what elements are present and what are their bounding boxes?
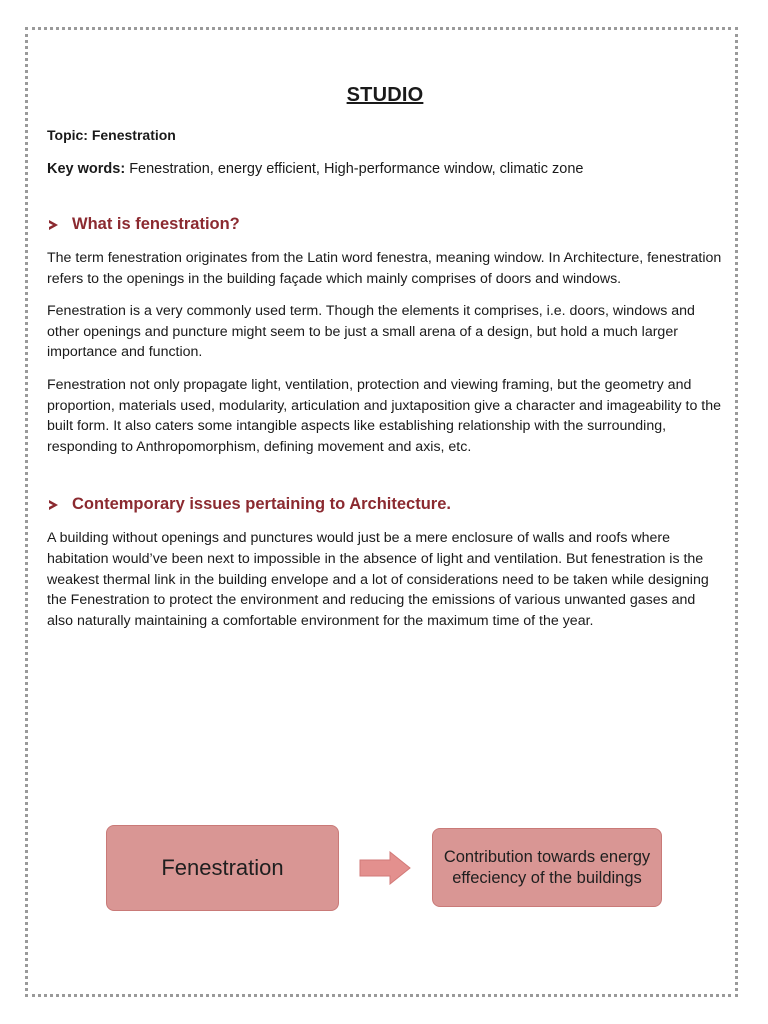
section-heading-contemporary-issues	[47, 495, 723, 514]
section-heading-text: What is fenestration?	[72, 215, 240, 233]
keywords-label: Key words:	[47, 161, 126, 177]
diagram-box-label: Fenestration	[161, 855, 284, 880]
document-title: STUDIO	[346, 84, 424, 106]
paragraph: A building without openings and punctures would just be a mere enclosure of walls and roofs where habitation would’ve been next to impossible in the absence of light and ventilation. But fenestration is the weakest thermal link in the building envelope and a lot of considerations need to be taken while designing the Fenestration to protect the environment and reducing the emissions of various unwanted gases and also naturally maintaining a comfortable environment for the maximum time of the year.	[47, 530, 709, 629]
paragraph: Fenestration not only propagate light, ventilation, protection and viewing framing, but the geometry and proportion, materials used, modularity, articulation and juxtaposition give a character and imageability to the built form. It also caters some intangible aspects like establishing relationship with the surrounding, responding to Anthropomorphism, defining movement and axis, etc.	[47, 376, 722, 455]
arrow-bullet-icon	[49, 220, 58, 230]
arrow-bullet-icon	[49, 500, 58, 510]
diagram-box-label: Contribution towards energy effeciency of the buildings	[443, 847, 651, 887]
keywords-line	[47, 161, 723, 177]
keywords-value: Fenestration, energy efficient, High-performance window, climatic zone	[125, 161, 584, 177]
section-heading-text: Contemporary issues pertaining to Architecture.	[72, 495, 451, 514]
paragraph: Fenestration is a very commonly used term. Though the elements it comprises, i.e. doors, windows and other openings and puncture might seem to be just a small arena of a design, but hold a much larger importance and function.	[47, 303, 695, 361]
paragraph: The term fenestration originates from the Latin word fenestra, meaning window. In Architecture, fenestration refers to the openings in the building façade which mainly comprises of doors and windows.	[47, 250, 722, 287]
topic-line: Topic: Fenestration	[47, 127, 176, 143]
section-heading-what-is-fenestration	[47, 215, 723, 234]
document-body	[47, 84, 723, 643]
